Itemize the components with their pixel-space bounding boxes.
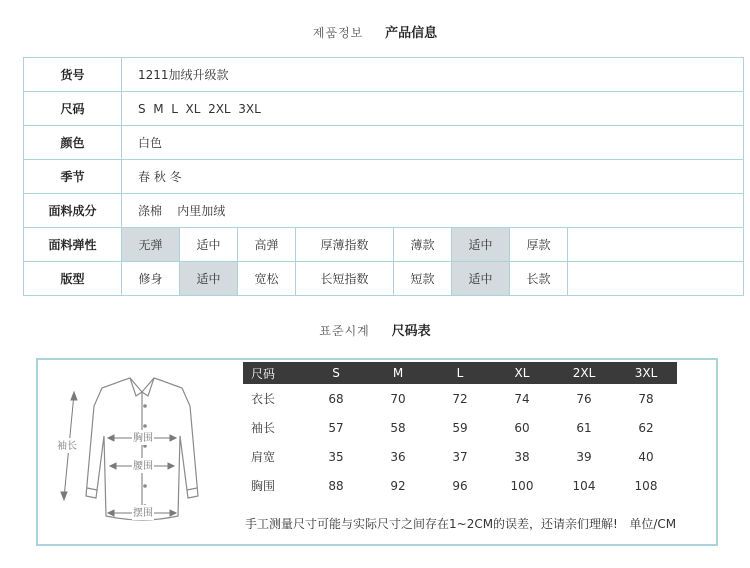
size-table [243,362,677,500]
info-row-size: 尺码 S M L XL 2XL 3XL [24,92,744,126]
size-header-cell: 尺码 [243,362,305,384]
fit-option: 修身 [122,262,180,296]
product-info-table [23,57,744,296]
size-header-cell: XL [491,362,553,384]
hem-label: 摆围 [133,508,153,519]
elasticity-option: 无弹 [122,228,180,262]
elasticity-option: 适中 [452,228,510,262]
info-row-sku: 货号 1211加绒升级款 [24,58,744,92]
info-row-color: 颜色 白色 [24,126,744,160]
elasticity-option: 厚薄指数 [296,228,394,262]
size-header-cell: 3XL [615,362,677,384]
fit-option: 长款 [510,262,568,296]
elasticity-option: 适中 [180,228,238,262]
info-row-fit: 版型 修身 适中 宽松 长短指数 短款 适中 长款 [24,262,744,296]
elasticity-option: 高弹 [238,228,296,262]
info-row-elasticity: 面料弹性 无弹 适中 高弹 厚薄指数 薄款 适中 厚款 [24,228,744,262]
size-header-cell: 2XL [553,362,615,384]
fit-option: 宽松 [238,262,296,296]
measurement-note: 手工测量尺寸可能与实际尺寸之间存在1~2CM的误差，还请亲们理解! 单位/CM [245,517,677,531]
empty-cell [568,262,744,296]
size-header-cell: L [429,362,491,384]
elasticity-option: 厚款 [510,228,568,262]
size-row-length: 衣长 68 70 72 74 76 78 [251,391,654,406]
size-header-cell: S [305,362,367,384]
info-row-material: 面料成分 涤棉 内里加绒 [24,194,744,228]
sleeve-label: 袖长 [57,441,77,452]
shirt-diagram [52,366,232,531]
fit-option: 长短指数 [296,262,394,296]
buttons [143,404,147,508]
chest-label: 胸围 [133,433,153,444]
fit-option: 适中 [180,262,238,296]
size-chart-title: 표준시계 尺码表 [319,324,431,339]
size-chart-box [36,358,718,546]
size-row-chest: 胸围 88 92 96 100 104 108 [251,478,658,493]
size-header-row [243,362,677,384]
elasticity-option: 薄款 [394,228,452,262]
product-info-title: 제품정보 产品信息 [312,26,438,41]
empty-cell [568,228,744,262]
info-row-season: 季节 春 秋 冬 [24,160,744,194]
size-row-shoulder: 肩宽 35 36 37 38 39 40 [251,449,654,464]
size-row-sleeve: 袖长 57 58 59 60 61 62 [251,420,654,435]
fit-option: 适中 [452,262,510,296]
size-header-cell: M [367,362,429,384]
waist-label: 腰围 [133,461,153,472]
fit-option: 短款 [394,262,452,296]
